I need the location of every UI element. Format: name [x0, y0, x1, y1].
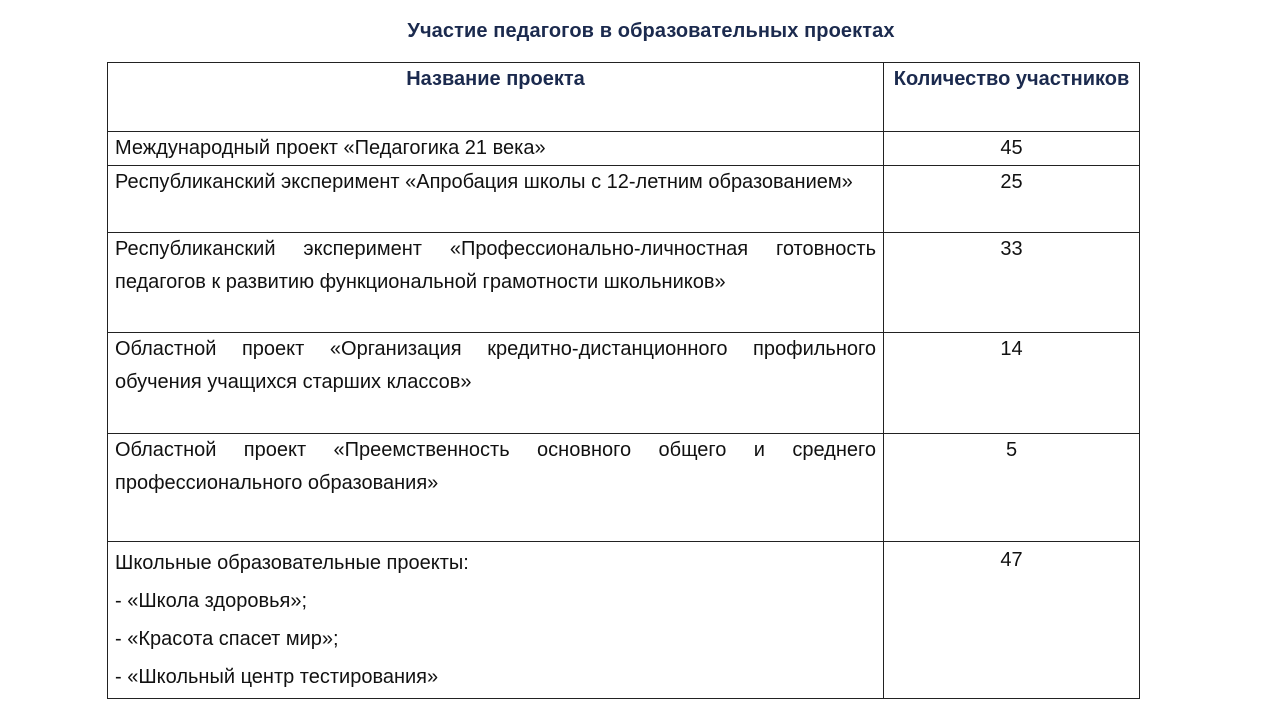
participants-count-cell: 33 — [884, 233, 1140, 333]
participants-count-cell: 14 — [884, 333, 1140, 434]
table-row — [108, 333, 1140, 434]
participants-count-cell: 5 — [884, 434, 1140, 542]
header-participants-count: Количество участников — [884, 63, 1140, 132]
projects-table — [107, 62, 1140, 699]
project-name-cell: Областной проект «Организация кредитно-дистанционного профильного обучения учащихся старших классов» — [108, 333, 884, 434]
table-row — [108, 166, 1140, 233]
participants-count-cell: 45 — [884, 132, 1140, 166]
table-row — [108, 233, 1140, 333]
table-row — [108, 132, 1140, 166]
header-project-name: Название проекта — [108, 63, 884, 132]
page-title: Участие педагогов в образовательных проектах — [407, 20, 895, 42]
participants-count-cell: 47 — [884, 542, 1140, 699]
table-header-row — [108, 63, 1140, 132]
participants-count-cell: 25 — [884, 166, 1140, 233]
project-list-heading: Школьные образовательные проекты: — [115, 552, 469, 574]
project-name-cell: Республиканский эксперимент «Профессионально-личностная готовность педагогов к развитию функциональной грамотности школьников» — [108, 233, 884, 333]
project-list-item: - «Школа здоровья»; — [115, 590, 308, 612]
project-list-item: - «Школьный центр тестирования» — [115, 666, 439, 688]
project-name-cell: Областной проект «Преемственность основного общего и среднего профессионального образования» — [108, 434, 884, 542]
table-row — [108, 434, 1140, 542]
project-name-cell — [108, 542, 884, 699]
project-name-cell: Международный проект «Педагогика 21 века» — [108, 132, 884, 166]
table-row — [108, 542, 1140, 699]
project-name-cell: Республиканский эксперимент «Апробация школы с 12-летним образованием» — [108, 166, 884, 233]
project-list-item: - «Красота спасет мир»; — [115, 628, 339, 650]
